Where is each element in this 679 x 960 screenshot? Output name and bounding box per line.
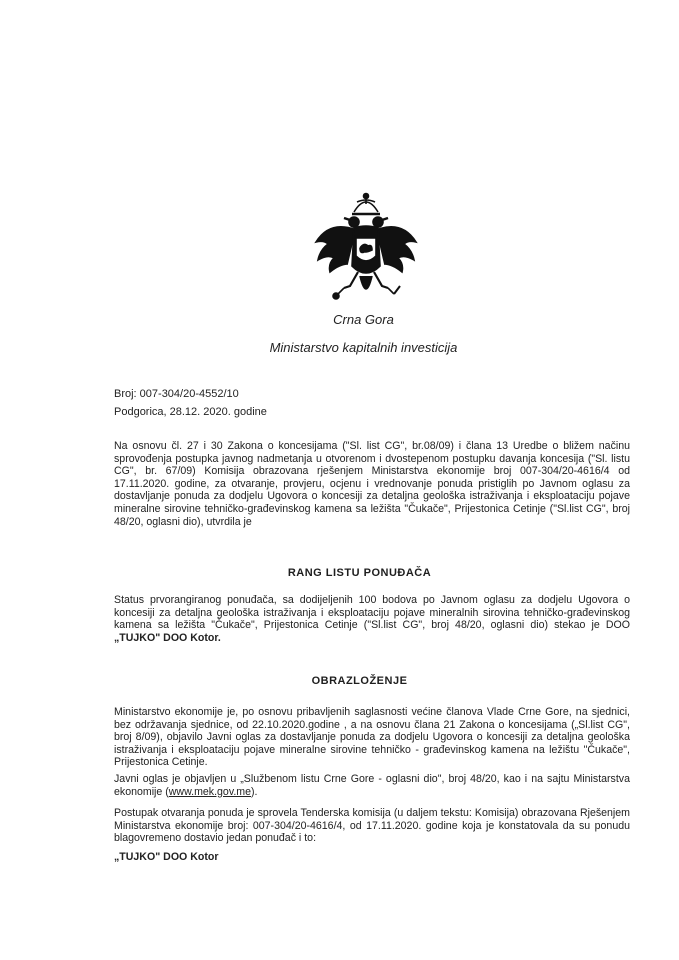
document-number: Broj: 007-304/20-4552/10	[114, 388, 239, 400]
body-paragraph-2-text: Javni oglas je objavljen u „Službenom listu Crne Gore - oglasni dio", broj 48/20, kao i na sajtu Ministarstva ekonomije (	[114, 773, 630, 798]
document-place-date: Podgorica, 28.12. 2020. godine	[114, 406, 267, 418]
status-text: Status prvorangiranog ponuđača, sa dodijeljenih 100 bodova po Javnom oglasu za dodjelu Ugovora o koncesiji za detaljna geološka istraživanja i eksploataciju pojave mineralnih sirovina tehničko-građevinskog kamena sa ležišta "Čukače", Prijestonica Cetinje ("Sl.list CG", broj 48/20, oglasni dio) stekao je DOO	[114, 594, 630, 632]
coat-of-arms-icon	[310, 190, 422, 308]
intro-paragraph: Na osnovu čl. 27 i 30 Zakona o koncesijama ("Sl. list CG", br.08/09) i člana 13 Uredbe o bližem načinu sprovođenja postupka javnog nadmetanja u otvorenom i dvostepenom postupku davanja koncesija ("Sl. listu CG", br. 67/09) Komisija obrazovana rješenjem Ministarstva ekonomije broj 007-304/20-4616/4 od 17.11.2020. godine, za otvaranje, provjeru, ocjenu i vrednovanje ponuda pristiglih po Javnom oglasu za dostavljanje ponuda za dodjelu Ugovora o koncesiji za detaljna geološka istraživanja i eksploataciju pojave mineralne sirovine tehničko-građevinskog kamena sa ležišta "Čukače", Prijestonica Cetinje ("Sl.list CG", broj 48/20, oglasni dio), utvrdila je	[114, 440, 630, 528]
winning-bidder: „TUJKO" DOO Kotor.	[114, 631, 221, 644]
body-paragraph-1: Ministarstvo ekonomije je, po osnovu pribavljenih saglasnosti većine članova Vlade Crne Gore, na sjednici, bez održavanja sjednice, od 22.10.2020.godine , a na osnovu člana 21 Zakona o koncesijama („Sl.list CG", broj 8/09), objavilo Javni oglas za dostavljanje ponuda za dodjelu Ugovora o koncesiji za detaljna geološka istraživanja i eksploataciju pojave mineralne sirovine tehničko - građevinskog kamena na ležištu "Čukače", Prijestonica Cetinje.	[114, 706, 630, 769]
body-paragraph-2	[114, 773, 630, 798]
ministry-name: Ministarstvo kapitalnih investicija	[269, 340, 458, 355]
rang-list-heading: RANG LISTU PONUĐAČA	[287, 567, 432, 579]
ministry-website-link[interactable]: www.mek.gov.me	[168, 785, 251, 798]
body-paragraph-2-end: ).	[251, 785, 258, 798]
body-paragraph-3: Postupak otvaranja ponuda je sprovela Tenderska komisija (u daljem tekstu: Komisija) obrazovana Rješenjem Ministarstva ekonomije broj: 007-304/20-4616/4, od 17.11.2020. godine koja je konstatovala da su ponudu blagovremeno dostavio jedan ponuđač i to:	[114, 807, 630, 845]
bidder-name: „TUJKO" DOO Kotor	[114, 851, 219, 863]
country-name: Crna Gora	[333, 312, 394, 327]
obrazlozenje-heading: OBRAZLOŽENJE	[311, 675, 408, 687]
status-paragraph	[114, 594, 630, 644]
